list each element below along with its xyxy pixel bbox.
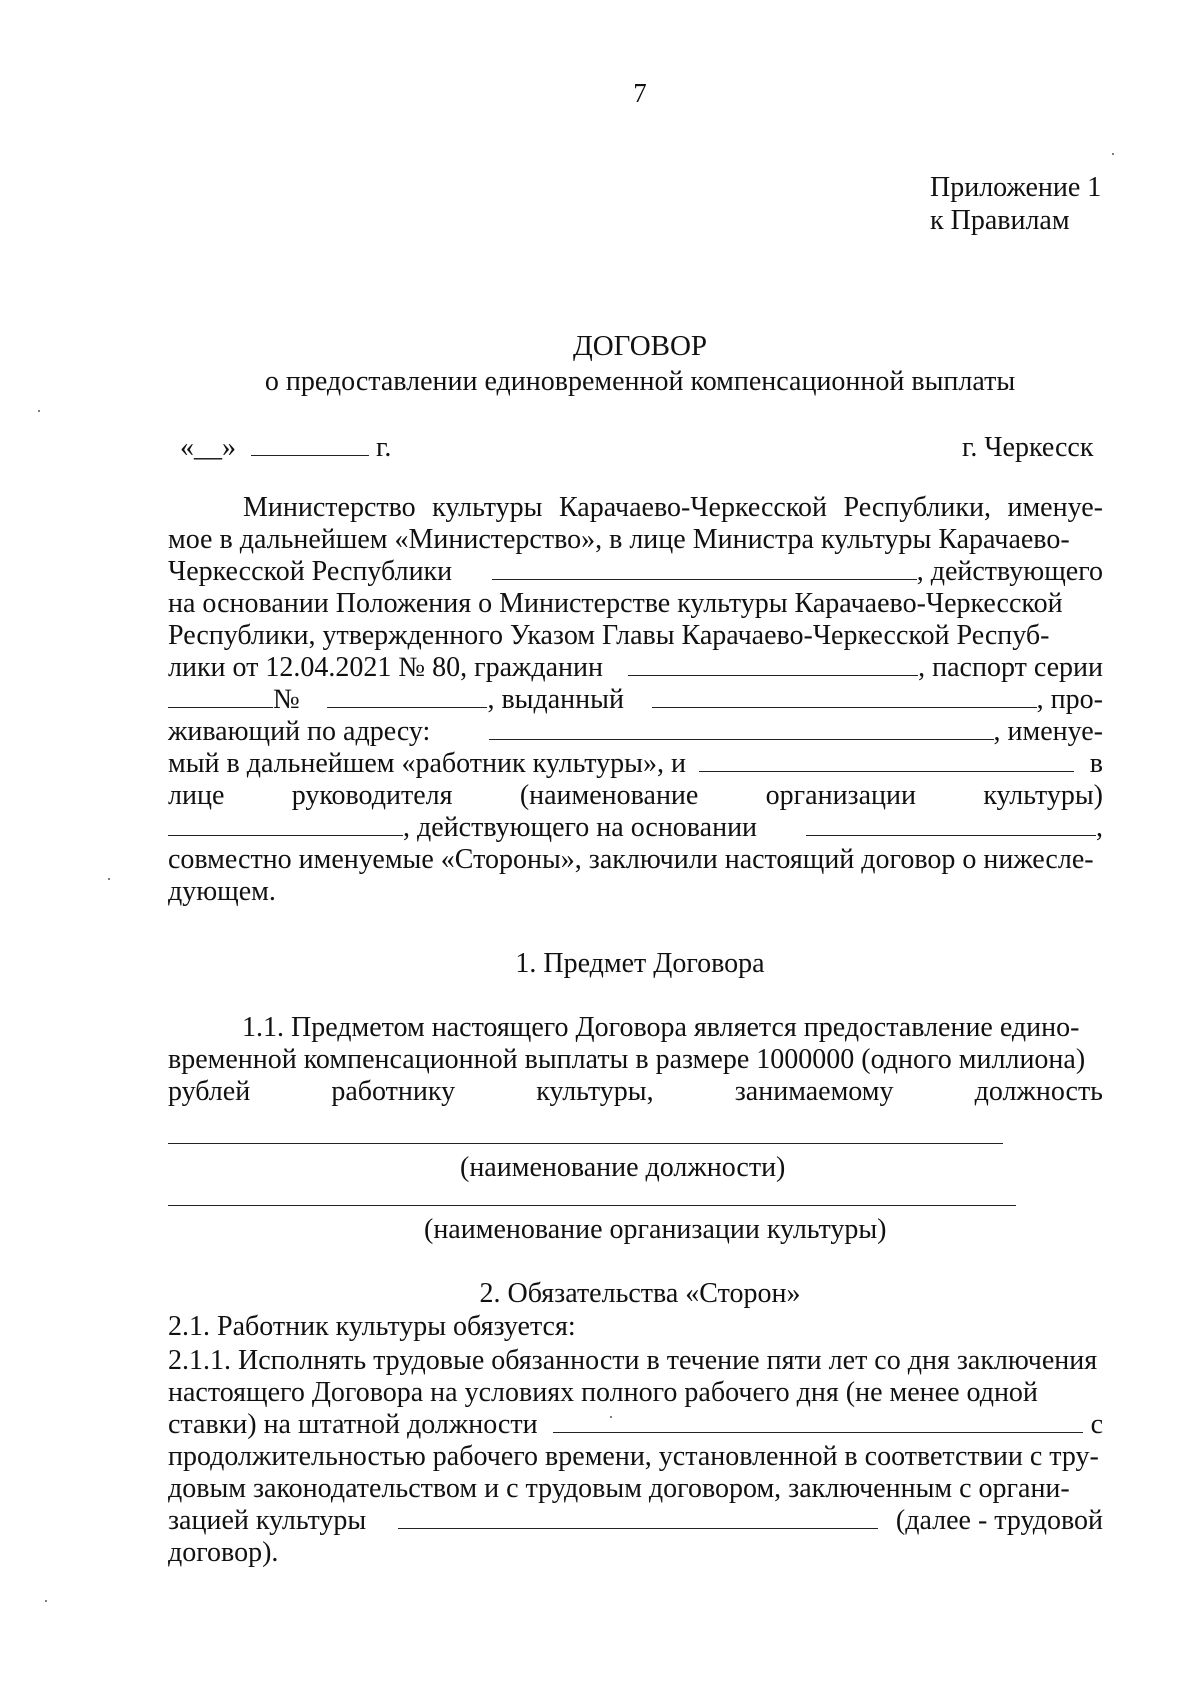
organization-blank	[699, 749, 1074, 772]
passport-series-blank	[168, 685, 273, 708]
position-name-line	[168, 1143, 1003, 1144]
scan-speck	[1112, 153, 1114, 155]
culture-organization-blank	[398, 1506, 878, 1529]
section-2-heading: 2. Обязательства «Сторон»	[479, 1278, 801, 1309]
minister-name-blank	[492, 557, 917, 580]
scan-speck	[108, 878, 110, 880]
citizen-name-blank	[628, 653, 918, 676]
city: г. Черкесск	[962, 432, 1094, 463]
organization-caption: (наименование организации культуры)	[424, 1214, 887, 1245]
document-title: ДОГОВОР	[572, 330, 708, 362]
date-year-suffix: г.	[376, 432, 392, 463]
section-1-heading: 1. Предмет Договора	[515, 948, 765, 979]
date-day-field: «__»	[180, 432, 236, 463]
appendix-label: Приложение 1	[930, 172, 1102, 203]
section-1-body: 1.1. Предметом настоящего Договора является предоставление едино- временной компенсационной выплаты в размере 1000000 (одного миллиона) рублей работнику культуры, занимаемому должность	[168, 1012, 1103, 1107]
date-month-blank	[251, 433, 369, 456]
position-caption: (наименование должности)	[460, 1152, 786, 1183]
document-subtitle: о предоставлении единовременной компенсационной выплаты	[264, 366, 1016, 397]
scan-speck	[610, 1416, 612, 1418]
scan-speck	[38, 410, 40, 412]
date-line	[180, 432, 391, 464]
appendix-reference: к Правилам	[930, 205, 1070, 236]
address-blank	[489, 717, 994, 740]
scan-speck	[45, 1600, 47, 1602]
preamble: Министерство культуры Карачаево-Черкесской Республики, именуе- мое в дальнейшем «Министерство», в лице Министра культуры Карачаево- Черкесской Республики , действующего на основании Положения о Министерстве культуры Карачаево-Черкесской Республики, утвержденного Указом Главы Карачаево-Черкесской Респуб- лики от 12.04.2021 № 80, гражданин , паспорт серии № , выданный , про- живающий по адресу: , именуе- мый в дальнейшем «работник культуры», и в лице руководителя (наименование организации культуры) , действующего на основании , совместно именуемые «Стороны», заключили настоящий договор о нижесле- дующем.	[168, 492, 1103, 907]
passport-issuer-blank	[652, 685, 1037, 708]
director-name-blank	[168, 813, 403, 836]
basis-document-blank	[806, 813, 1096, 836]
staff-position-blank	[553, 1410, 1083, 1433]
clause-2-1-1: 2.1.1. Исполнять трудовые обязанности в течение пяти лет со дня заключения настоящего Договора на условиях полного рабочего дня (не менее одной ставки) на штатной должности с продолжительностью рабочего времени, установленной в соответствии с тру- довым законодательством и с трудовым договором, заключенным с органи- зацией культуры (далее - трудовой договор).	[168, 1345, 1103, 1568]
passport-number-blank	[327, 685, 487, 708]
organization-name-line	[168, 1205, 1016, 1206]
page-number: 7	[633, 78, 647, 108]
clause-2-1: 2.1. Работник культуры обязуется:	[168, 1311, 576, 1342]
